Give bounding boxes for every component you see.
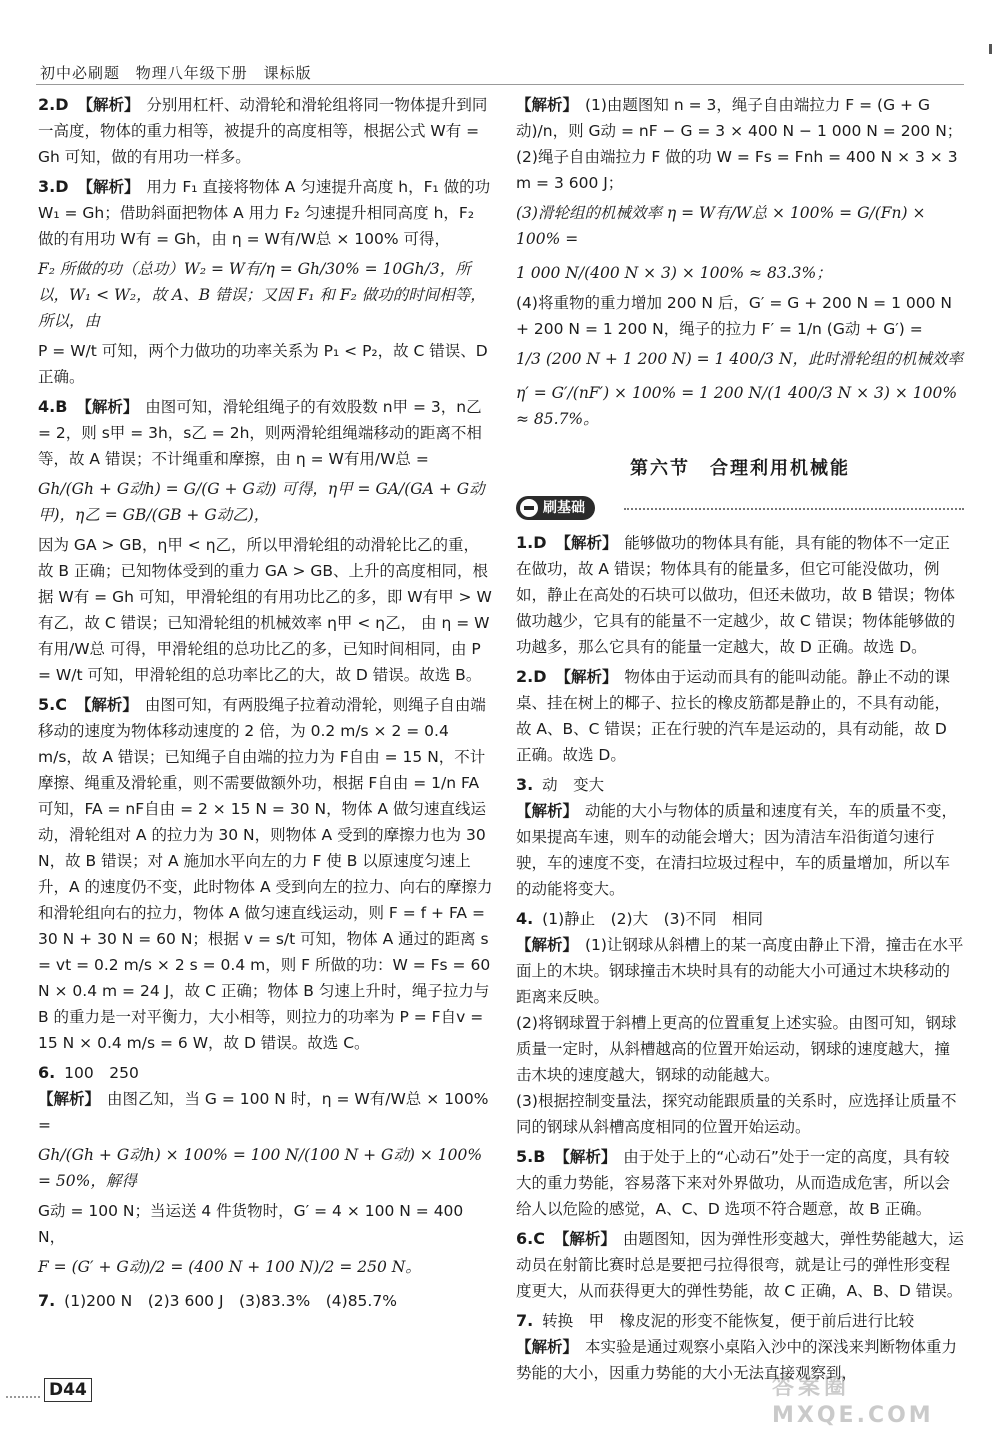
formula-line: η′ = G′/(nF′) × 100% = 1 200 N/(1 400/3 N × 3) × 100% ≈ 85.7%。 [516, 384, 958, 428]
analysis-tag: 【解析】 [553, 1230, 616, 1248]
header-book: 物理八年级下册 [135, 64, 248, 82]
analysis-text: 由 η = W有用/W总 可得，甲滑轮组的总功比乙的多，已知时间相同，由 P = W/t 可知，甲滑轮组的总功率比乙的大，故 D 错误。故选 B。 [38, 614, 490, 684]
answer-item-5b [516, 1144, 964, 1222]
item-answer: 100 250 [64, 1064, 139, 1082]
left-column [38, 92, 493, 1318]
formula-line: (3)滑轮组的机械效率 η = W有/W总 × 100% = G/(Fn) × 100% = [516, 204, 926, 248]
analysis-text: 15 N = 30 N，物体 A 做匀速直线运动，滑轮组对 A 的拉力为 30 N，则物体 A 受到的摩擦力也为 30 N，故 B 错误；对 A 施加水平向左的力 F 使 B 以原速度匀速上升，A 的速度仍不变，此时物体 A 受到向左的拉力、向右的摩擦力和滑轮组向右的拉力，物体 A 做匀速直线运动，则 F = f + FA = [38, 800, 493, 922]
header-series: 初中必刷题 [40, 64, 121, 82]
formula-line: Gh/(Gh + G动h) × 100% = 100 N/(100 N + G动) × 100% = 50%，解得 [38, 1146, 483, 1190]
item-number: 7. [516, 1311, 534, 1330]
item-number: 7. [38, 1291, 56, 1310]
analysis-text: (2)绳子自由端拉力 F 做的功 W = Fs = Fnh = 400 N × 3 × 3 m = 3 600 J； [516, 148, 958, 192]
page-number [44, 1378, 92, 1402]
analysis-text: 由图乙知，当 G = 100 N 时，η = W有/W总 × 100% = [38, 1090, 489, 1134]
brush-icon [520, 499, 538, 517]
analysis-text: (1)由题图知 n = 3，绳子自由端拉力 F = (G + G动)/n，则 G动 = nF − G = 3 × 400 N − 1 000 N = 200 N； [516, 96, 963, 140]
answer-item-2 [38, 92, 493, 170]
analysis-text: 本实验是通过观察小桌陷入沙中的深浅来判断物体重力势能的大小，因重力势能的大小无法直接观察到， [516, 1338, 957, 1382]
analysis-text: G动 = 100 N；当运送 4 件货物时，G′ = 4 × 100 N = 400 N， [38, 1202, 464, 1246]
formula-line: F = (G′ + G动)/2 = (400 N + 100 N)/2 = 250 N。 [38, 1258, 421, 1276]
analysis-tag: 【解析】 [516, 936, 579, 954]
analysis-tag: 【解析】 [554, 1148, 617, 1166]
answer-item-7 [38, 1288, 493, 1314]
analysis-tag: 【解析】 [516, 802, 579, 820]
item-number: 4.B [38, 397, 68, 416]
item-answer: 转换 甲 橡皮泥的形变不能恢复，便于前后进行比较 [542, 1312, 915, 1330]
item-number: 1.D [516, 533, 547, 552]
formula-line: F₂ 所做的功（总功）W₂ = W有/η = Gh/30% = 10Gh/3，所以，W₁ < W₂，故 A、B 错误；又因 F₁ 和 F₂ 做功的时间相等，所以，由 [38, 260, 486, 330]
dotted-divider [624, 508, 964, 510]
item-answer: (1)200 N (2)3 600 J (3)83.3% (4)85.7% [64, 1292, 397, 1310]
watermark-bottom: MXQE.COM [772, 1403, 934, 1428]
page-header [40, 62, 322, 83]
item-number: 6.C [516, 1229, 545, 1248]
answer-item-3b [516, 772, 964, 902]
item-number: 2.D [38, 95, 69, 114]
footer-dots [6, 1378, 40, 1398]
analysis-text: (1)让钢球从斜槽上的某一高度由静止下滑，撞击在水平面上的木块。钢球撞击木块时具有的动能大小可通过木块移动的距离来反映。 [516, 936, 964, 1006]
analysis-text: (4)将重物的重力增加 200 N 后，G′ = G + 200 N = 1 000 N + 200 N = 1 200 N，绳子的拉力 F′ = 1/n (G动 + G′) = [516, 294, 952, 338]
page-number-label: D44 [44, 1378, 92, 1402]
item-number: 5.C [38, 695, 67, 714]
analysis-text: 由图可知，滑轮组绳子的有效股数 n甲 = 3，n乙 = 2，则 s甲 = 3h，s乙 = 2h，则两滑轮组绳端移动的距离不相等，故 A 错误；不计绳重和摩擦，由 η = W有用/W总 = [38, 398, 482, 468]
analysis-text: 由于处于上的“心动石”处于一定的高度，具有较大的重力势能，容易落下来对外界做功，从而造成危害，所以会给人以危险的感觉，A、C、D 选项不符合题意，故 B 正确。 [516, 1148, 951, 1218]
header-edition: 课标版 [263, 64, 312, 82]
formula-line: 1 000 N/(400 N × 3) × 100% ≈ 83.3%； [516, 264, 832, 282]
formula-line: 1/3 (200 N + 1 200 N) = 1 400/3 N，此时滑轮组的机械效率 [516, 350, 964, 368]
analysis-tag: 【解析】 [77, 96, 140, 114]
answer-item-4b [516, 906, 964, 1140]
item-number: 3.D [38, 177, 69, 196]
analysis-tag: 【解析】 [516, 96, 579, 114]
item-number: 3. [516, 775, 534, 794]
item-answer: 动 变大 [542, 776, 605, 794]
right-column [516, 92, 964, 1390]
answer-item-3 [38, 174, 493, 390]
formula-line: Gh/(Gh + G动h) = G/(G + G动) 可得，η甲 = GA/(GA + G动甲)，η乙 = GB/(GB + G动乙)， [38, 480, 485, 524]
analysis-tag: 【解析】 [75, 696, 138, 714]
analysis-text: 物体由于运动而具有的能叫动能。静止不动的课桌、挂在树上的椰子、拉长的橡皮筋都是静止的，不具有动能，故 A、B、C 错误；正在行驶的汽车是运动的，具有动能，故 D 正确。故选 D。 [516, 668, 951, 764]
answer-item-4 [38, 394, 493, 688]
analysis-text: 由题图知，因为弹性形变越大，弹性势能越大，运动员在射箭比赛时总是要把弓拉得很弯，就是让弓的弹性形变程度更大，从而获得更大的弹性势能，故 C 正确，A、B、D 错误。 [516, 1230, 964, 1300]
practice-badge [516, 496, 595, 520]
answer-item-7-continued [516, 92, 964, 436]
item-number: 6. [38, 1063, 56, 1082]
section-title: 第六节 合理利用机械能 [630, 458, 850, 479]
answer-item-5 [38, 692, 493, 1056]
item-number: 5.B [516, 1147, 546, 1166]
watermark [772, 1370, 972, 1430]
analysis-text: (3)根据控制变量法，探究动能跟质量的关系时，应选择让质量不同的钢球从斜槽高度相同的位置开始运动。 [516, 1092, 957, 1136]
answer-item-6b [516, 1226, 964, 1304]
header-rule [36, 84, 964, 85]
analysis-text: 动能的大小与物体的质量和速度有关，车的质量不变，如果提高车速，则车的动能会增大；因为清洁车沿街道匀速行驶，车的速度不变，在清扫垃圾过程中，车的质量增加，所以车的动能将变大。 [516, 802, 957, 898]
edge-mark [989, 44, 992, 54]
analysis-tag: 【解析】 [76, 398, 139, 416]
analysis-text: 30 N + 30 N = 60 N；根据 v = s/t 可知，物体 A 通过的距离 s = vt = 0.2 m/s × 2 s = 0.4 m，则 F 所做的功：W = Fs = 60 N × 0.4 m = 24 J，故 C 正确；物体 B 匀速上升时，绳子拉力与 B 的重力是一对平衡力，大小相等，则拉力的功率为 P = F自v = 15 N × 0.4 m/s = 6 W，故 D 错误。故选 C。 [38, 930, 491, 1052]
answer-item-6 [38, 1060, 493, 1284]
watermark-top: 答案圈 [772, 1375, 851, 1400]
analysis-tag: 【解析】 [555, 534, 618, 552]
analysis-tag: 【解析】 [38, 1090, 101, 1108]
analysis-text: 分别用杠杆、动滑轮和滑轮组将同一物体提升到同一高度，物体的重力相等，被提升的高度相等，根据公式 W有 = Gh 可知，做的有用功一样多。 [38, 96, 488, 166]
item-number: 4. [516, 909, 534, 928]
analysis-text: 用力 F₁ 直接将物体 A 匀速提升高度 h，F₁ 做的功 W₁ = Gh；借助斜面把物体 A 用力 F₂ 匀速提升相同高度 h，F₂ 做的有用功 W有 = Gh，由 η = W有/W总 × 100% 可得， [38, 178, 491, 248]
item-number: 2.D [516, 667, 547, 686]
analysis-tag: 【解析】 [516, 1338, 579, 1356]
analysis-text: 能够做功的物体具有能，具有能的物体不一定正在做功，故 A 错误；物体具有的能量多，但它可能没做功，例如，静止在高处的石块可以做功，但还未做功，故 B 错误；物体做功越少，它具有的能量不一定越少，故 C 错误；物体能够做的功越多，那么它具有的能量一定越大，故 D 正确。故选 D。 [516, 534, 956, 656]
answer-item-2b [516, 664, 964, 768]
badge-row [516, 494, 964, 524]
analysis-text: 由图可知，有两股绳子拉着动滑轮，则绳子自由端移动的速度为物体移动速度的 2 倍，为 0.2 m/s × 2 = 0.4 m/s，故 A 错误；已知绳子自由端的拉力为 F自由 = 15 N，不计摩擦、绳重及滑轮重，则不需要做额外功，根据 F自由 = 1/n FA 可知，FA = nF自由 = 2 × [38, 696, 486, 818]
badge-label: 刷基础 [543, 500, 585, 516]
analysis-text: P = W/t 可知，两个力做功的功率关系为 P₁ < P₂，故 C 错误、D 正确。 [38, 342, 488, 386]
analysis-text: 因为 GA > GB，η甲 < η乙，所以甲滑轮组的动滑轮比乙的重，故 B 正确；已知物体受到的重力 GA > GB、上升的高度相同，根据 W有 = Gh 可知，甲滑轮组的有用功比乙的多，即 W有甲 > W有乙，故 C 错误；已知滑轮组的机械效率 η甲 < η乙， [38, 536, 492, 632]
item-answer: (1)静止 (2)大 (3)不同 相同 [542, 910, 764, 928]
answer-item-1 [516, 530, 964, 660]
analysis-text: (2)将钢球置于斜槽上更高的位置重复上述实验。由图可知，钢球质量一定时，从斜槽越高的位置开始运动，钢球的速度越大，撞击木块的速度越大，钢球的动能越大。 [516, 1014, 957, 1084]
analysis-tag: 【解析】 [77, 178, 140, 196]
analysis-tag: 【解析】 [555, 668, 618, 686]
